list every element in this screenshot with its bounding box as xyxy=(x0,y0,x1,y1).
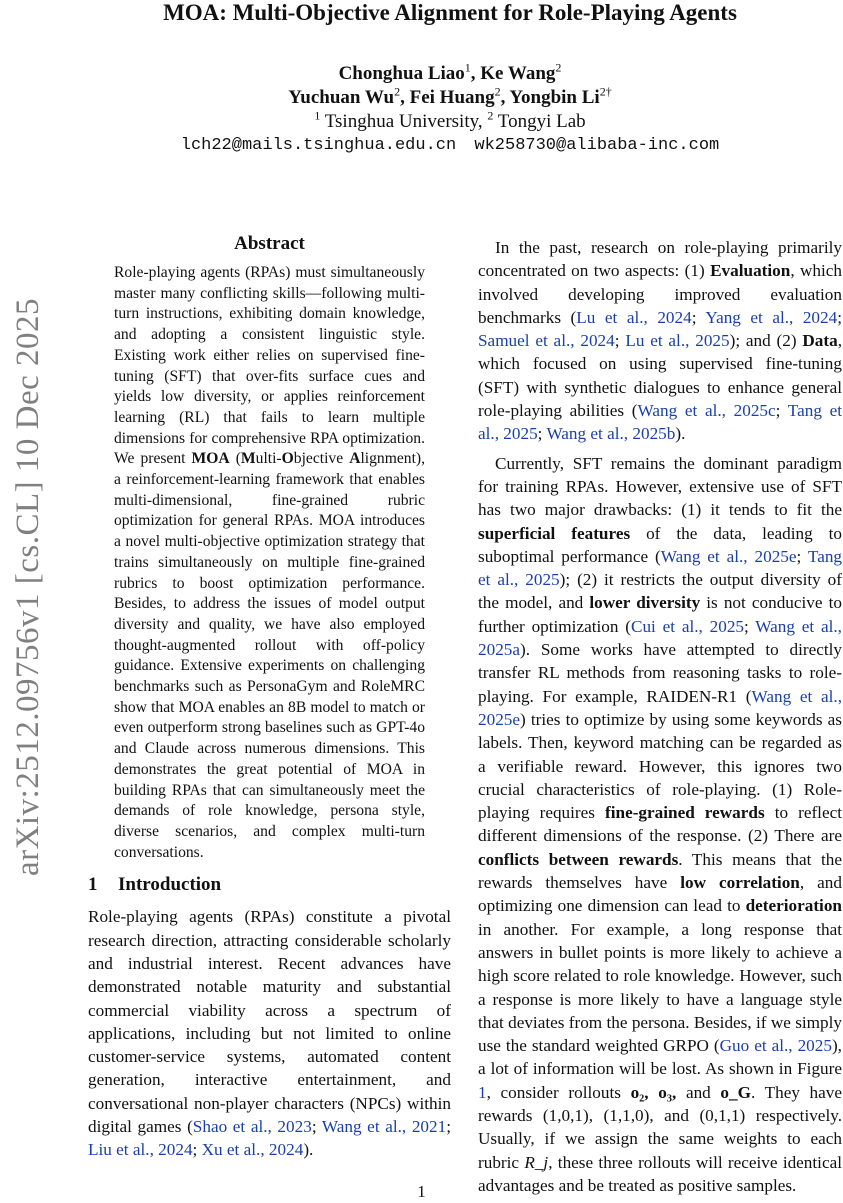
citation-link[interactable]: Wang et al., 2025e xyxy=(660,546,797,566)
citation-link[interactable]: Wang et al., 2025c xyxy=(637,401,776,421)
left-column xyxy=(88,232,451,1168)
figure-reference-link[interactable]: 1 xyxy=(478,1082,487,1102)
citation-link[interactable]: Wang et al., 2025e xyxy=(478,686,842,729)
affiliation-name: Tongyi Lab xyxy=(497,111,586,132)
citation-link[interactable]: Wang et al., 2025b xyxy=(546,424,676,444)
paper-title: MOA: Multi-Objective Alignment for Role-Playing Agents xyxy=(163,0,737,25)
math-expression: R_j xyxy=(524,1152,549,1172)
citation-link[interactable]: Yang et al., 2024 xyxy=(705,307,838,327)
affiliation-mark: 2 xyxy=(394,84,401,99)
author-block xyxy=(60,62,840,158)
author-name: Ke Wang xyxy=(480,63,556,84)
section-heading-introduction: 1 Introduction xyxy=(88,874,222,896)
author-name: Yuchuan Wu xyxy=(288,87,395,108)
affiliations: $^1$ Tsinghua University, $^2$ Tongyi Lab xyxy=(314,108,586,132)
intro-paragraph: Role-playing agents (RPAs) constitute a pivotal research direction, attracting considerable scholarly and industrial interest. Recent advances have demonstrated notable maturity and substantial commercial viability across a spectrum of applications, including but not limited to online customer-service systems, automated content generation, interactive entertainment, and conversational non-player characters (NPCs) within digital games (Shao et al., 2023; Wang et al., 2021; Liu et al., 2024; Xu et al., 2024). xyxy=(88,907,451,1160)
affiliation-mark: 2 xyxy=(494,84,501,99)
abstract-heading: Abstract xyxy=(234,233,305,254)
affiliation-mark: 2† xyxy=(599,84,612,99)
affiliation-mark: 2 xyxy=(555,60,562,75)
citation-link[interactable]: Samuel et al., 2024 xyxy=(478,331,615,351)
citation-link[interactable]: Cui et al., 2025 xyxy=(630,616,745,636)
body-paragraph: Currently, SFT remains the dominant paradigm for training RPAs. However, extensive use of SFT has two major drawbacks: (1) it tends to fit the superficial features of the data, leading to suboptimal performance (Wang et al., 2025e; Tang et al., 2025); (2) it restricts the output diversity of the model, and lower diversity is not conducive to further optimization (Cui et al., 2025; Wang et al., 2025a). Some works have attempted to directly transfer RL methods from reasoning tasks to role-playing. For example, RAIDEN-R1 (Wang et al., 2025e) tries to optimize by using some keywords as labels. Then, keyword matching can be regarded as a verifiable reward. However, this ignores two crucial characteristics of role-playing. (1) Role-playing requires fine-grained rewards to reflect different dimensions of the response. (2) There are conflicts between rewards. This means that the rewards themselves have low correlation, and optimizing one dimension can lead to deterioration in another. For example, a long response that answers in bullet points is more likely to achieve a high score related to role knowledge. However, such a response is more likely to have a language style that deviates from the persona. Besides, if we simply use the standard weighted GRPO (Guo et al., 2025), a lot of information will be lost. As shown in Figure 1, consider rollouts o₂, o₃, and o_G. They have rewards (1,0,1), (1,1,0), and (0,1,1) respectively. Usually, if we assign the same weights to each rubric R_j, these three rollouts will receive identical advantages and be treated as positive samples. xyxy=(478,453,843,1195)
citation-link[interactable]: Lu et al., 2024 xyxy=(576,307,692,327)
math-expression: o₂, o₃, xyxy=(630,1082,677,1102)
citation-link[interactable]: Tang et al., 2025 xyxy=(478,401,842,444)
author-name: Fei Huang xyxy=(409,87,495,108)
citation-link[interactable]: Liu et al., 2024 xyxy=(88,1140,193,1160)
author-line-2: Yuchuan Wu$^2$, Fei Huang$^2$, Yongbin $Li^{2\dagger}$ xyxy=(288,84,612,108)
citation-link[interactable]: Guo et al., 2025 xyxy=(719,1036,832,1056)
citation-link[interactable]: Shao et al., 2023 xyxy=(192,1117,312,1137)
math-expression: o_G xyxy=(720,1082,751,1102)
author-line-1: Chonghua Liao$^1$, Ke Wang$^2$ xyxy=(338,60,562,84)
page-number: 1 xyxy=(417,1182,426,1201)
arxiv-identifier-stamp: arXiv:2512.09756v1 [cs.CL] 10 Dec 2025 xyxy=(10,297,46,877)
citation-link[interactable]: Lu et al., 2025 xyxy=(625,331,730,351)
affiliation-name: Tsinghua University, xyxy=(324,111,483,132)
citation-link[interactable]: Tang et al., 2025 xyxy=(478,546,843,590)
author-name: Chonghua Liao xyxy=(338,63,465,84)
author-emails[interactable]: lch22@mails.tsinghua.edu.cn wk258730@alibaba-inc.com xyxy=(180,136,720,155)
right-column xyxy=(478,236,842,1203)
affiliation-mark: 1 xyxy=(464,60,471,75)
author-name: Yongbin Li xyxy=(509,87,600,108)
body-paragraph: In the past, research on role-playing primarily concentrated on two aspects: (1) Evaluation, which involved developing improved evaluation benchmarks (Lu et al., 2024; Yang et al., 2024; Samuel et al., 2024; Lu et al., 2025); and (2) Data, which focused on using supervised fine-tuning (SFT) with synthetic dialogues to enhance general role-playing abilities (Wang et al., 2025c; Tang et al., 2025; Wang et al., 2025b). xyxy=(478,238,842,444)
abstract-text: Role-playing agents (RPAs) must simultaneously master many conflicting skills—following multi-turn instructions, exhibiting domain knowledge, and adopting a consistent linguistic style. Existing work either relies on supervised fine-tuning (SFT) that over-fits surface cues and yields low diversity, or applies reinforcement learning (RL) that fails to learn multiple dimensions for comprehensive RPA optimization. We present MOA (Multi-Objective Alignment), a reinforcement-learning framework that enables multi-dimensional, fine-grained rubric optimization for general RPAs. MOA introduces a novel multi-objective optimization strategy that trains simultaneously on multiple fine-grained rubrics to boost optimization performance. Besides, to address the issues of model output diversity and quality, we have also employed thought-augmented rollout with off-policy guidance. Extensive experiments on challenging benchmarks such as PersonaGym and RoleMRC show that MOA enables an 8B model to match or even outperform strong baselines such as GPT-4o and Claude across numerous dimensions. This demonstrates the great potential of MOA in building RPAs that can simultaneously meet the demands of role knowledge, persona style, diverse scenarios, and complex multi-turn conversations. xyxy=(114,264,425,861)
citation-link[interactable]: Xu et al., 2024 xyxy=(201,1140,304,1160)
citation-link[interactable]: Wang et al., 2021 xyxy=(321,1117,447,1137)
citation-link[interactable]: Wang et al., 2025a xyxy=(478,616,842,660)
